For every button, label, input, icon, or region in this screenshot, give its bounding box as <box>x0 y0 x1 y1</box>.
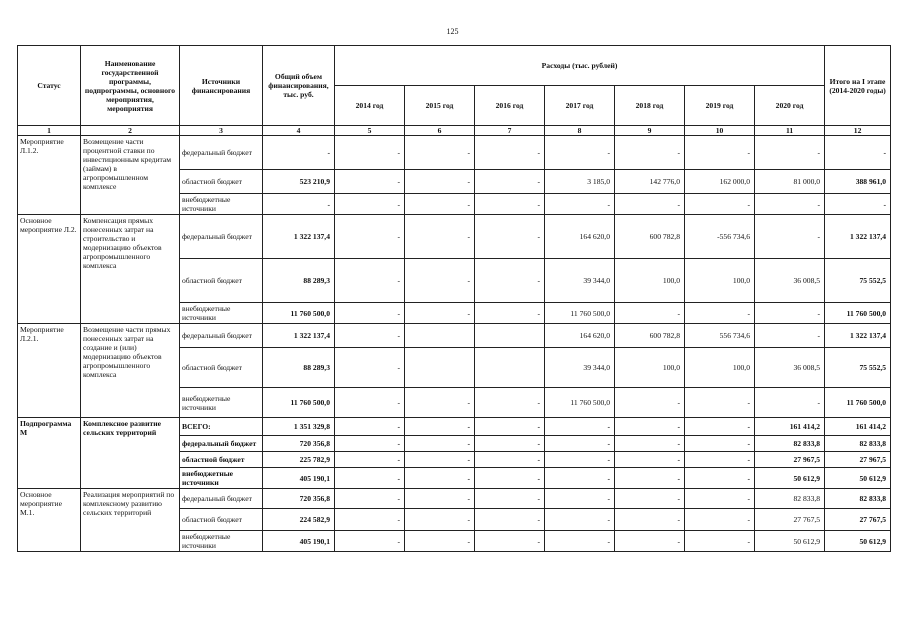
name-cell: Компенсация прямых понесенных затрат на строительство и модернизацию объектов агропромышленного комплекса <box>81 215 180 324</box>
year-value-cell: - <box>335 452 405 468</box>
table-row <box>18 324 891 348</box>
year-value-cell: - <box>545 452 615 468</box>
year-value-cell: - <box>335 136 405 170</box>
total-cell: 405 190,1 <box>263 468 335 489</box>
year-value-cell: 161 414,2 <box>755 418 825 436</box>
itogo-cell: 1 322 137,4 <box>825 324 891 348</box>
header-year: 2018 год <box>615 86 685 126</box>
status-cell: Основное мероприятие Л.2. <box>18 215 81 324</box>
year-value-cell: - <box>335 170 405 194</box>
total-cell: 11 760 500,0 <box>263 303 335 324</box>
name-cell: Реализация мероприятий по комплексному развитию сельских территорий <box>81 489 180 552</box>
year-value-cell: - <box>475 468 545 489</box>
name-cell: Комплексное развитие сельских территорий <box>81 418 180 489</box>
year-value-cell: - <box>475 388 545 418</box>
year-value-cell: - <box>615 194 685 215</box>
source-cell: внебюджетные источники <box>180 468 263 489</box>
year-value-cell: 11 760 500,0 <box>545 303 615 324</box>
year-value-cell: - <box>615 303 685 324</box>
year-value-cell: - <box>405 418 475 436</box>
page-number: 125 <box>446 27 459 36</box>
itogo-cell: 27 967,5 <box>825 452 891 468</box>
year-value-cell: 50 612,9 <box>755 531 825 552</box>
year-value-cell <box>405 324 475 348</box>
year-value-cell: 100,0 <box>615 259 685 303</box>
source-cell: областной бюджет <box>180 452 263 468</box>
year-value-cell: - <box>475 194 545 215</box>
total-cell: 523 210,9 <box>263 170 335 194</box>
source-cell: ВСЕГО: <box>180 418 263 436</box>
total-cell: 11 760 500,0 <box>263 388 335 418</box>
year-value-cell <box>475 324 545 348</box>
year-value-cell: - <box>615 436 685 452</box>
year-value-cell: - <box>685 136 755 170</box>
year-value-cell: - <box>755 303 825 324</box>
source-cell: внебюджетные источники <box>180 303 263 324</box>
status-cell: Основное мероприятие М.1. <box>18 489 81 552</box>
source-cell: областной бюджет <box>180 259 263 303</box>
column-index: 8 <box>545 126 615 136</box>
name-cell: Возмещение части прямых понесенных затрат на создание и (или) модернизацию объектов агропромышленного комплекса <box>81 324 180 418</box>
header-year: 2014 год <box>335 86 405 126</box>
year-value-cell: - <box>405 259 475 303</box>
year-value-cell: - <box>615 136 685 170</box>
total-cell: 88 289,3 <box>263 259 335 303</box>
year-value-cell: 27 767,5 <box>755 509 825 531</box>
year-value-cell: - <box>405 194 475 215</box>
year-value-cell: - <box>335 303 405 324</box>
year-value-cell: - <box>685 489 755 509</box>
year-value-cell: - <box>685 509 755 531</box>
year-value-cell: - <box>335 509 405 531</box>
year-value-cell: - <box>475 170 545 194</box>
name-cell: Возмещение части процентной ставки по инвестиционным кредитам (займам) в агропромышленном комплексе <box>81 136 180 215</box>
year-value-cell: - <box>685 388 755 418</box>
year-value-cell: - <box>545 194 615 215</box>
itogo-cell: 27 767,5 <box>825 509 891 531</box>
year-value-cell: - <box>755 324 825 348</box>
year-value-cell: 39 344,0 <box>545 348 615 388</box>
year-value-cell: 556 734,6 <box>685 324 755 348</box>
year-value-cell: - <box>335 436 405 452</box>
year-value-cell: - <box>475 489 545 509</box>
itogo-cell: 161 414,2 <box>825 418 891 436</box>
source-cell: областной бюджет <box>180 170 263 194</box>
year-value-cell: - <box>755 194 825 215</box>
year-value-cell: 50 612,9 <box>755 468 825 489</box>
year-value-cell: - <box>685 531 755 552</box>
total-cell: 225 782,9 <box>263 452 335 468</box>
year-value-cell: 36 008,5 <box>755 259 825 303</box>
total-cell: 1 322 137,4 <box>263 215 335 259</box>
year-value-cell: - <box>405 215 475 259</box>
year-value-cell: 164 620,0 <box>545 215 615 259</box>
year-value-cell <box>405 348 475 388</box>
status-cell: Подпрограмма М <box>18 418 81 489</box>
itogo-cell: 11 760 500,0 <box>825 388 891 418</box>
year-value-cell: - <box>545 531 615 552</box>
year-value-cell: - <box>615 468 685 489</box>
column-index: 4 <box>263 126 335 136</box>
year-value-cell: - <box>685 452 755 468</box>
year-value-cell: - <box>545 489 615 509</box>
year-value-cell: - <box>335 259 405 303</box>
itogo-cell: 388 961,0 <box>825 170 891 194</box>
year-value-cell: - <box>405 303 475 324</box>
year-value-cell: 3 185,0 <box>545 170 615 194</box>
year-value-cell: - <box>335 388 405 418</box>
year-value-cell: 600 782,8 <box>615 215 685 259</box>
total-cell: 1 322 137,4 <box>263 324 335 348</box>
total-cell: 88 289,3 <box>263 348 335 388</box>
source-cell: областной бюджет <box>180 348 263 388</box>
column-index: 10 <box>685 126 755 136</box>
source-cell: внебюджетные источники <box>180 194 263 215</box>
header-year: 2016 год <box>475 86 545 126</box>
itogo-cell: 82 833,8 <box>825 489 891 509</box>
year-value-cell: 100,0 <box>685 259 755 303</box>
table-row <box>18 215 891 259</box>
column-index: 11 <box>755 126 825 136</box>
total-cell: 1 351 329,8 <box>263 418 335 436</box>
year-value-cell: 27 967,5 <box>755 452 825 468</box>
source-cell: федеральный бюджет <box>180 215 263 259</box>
column-index: 7 <box>475 126 545 136</box>
year-value-cell: - <box>335 348 405 388</box>
year-value-cell: - <box>545 468 615 489</box>
year-value-cell: - <box>405 468 475 489</box>
year-value-cell: 11 760 500,0 <box>545 388 615 418</box>
source-cell: областной бюджет <box>180 509 263 531</box>
status-cell: Мероприятие Л.2.1. <box>18 324 81 418</box>
year-value-cell: 600 782,8 <box>615 324 685 348</box>
year-value-cell: - <box>615 418 685 436</box>
year-value-cell: - <box>475 531 545 552</box>
year-value-cell: - <box>475 215 545 259</box>
year-value-cell: - <box>615 489 685 509</box>
year-value-cell: 39 344,0 <box>545 259 615 303</box>
header-itogo: Итого на I этапе (2014-2020 годы) <box>825 46 891 126</box>
column-index: 2 <box>81 126 180 136</box>
year-value-cell: - <box>475 418 545 436</box>
year-value-cell: - <box>335 324 405 348</box>
header-status: Статус <box>18 46 81 126</box>
header-name: Наименование государственной программы, подпрограммы, основного мероприятия, мероприятия <box>81 46 180 126</box>
header-year: 2015 год <box>405 86 475 126</box>
header-year: 2017 год <box>545 86 615 126</box>
year-value-cell: - <box>405 531 475 552</box>
itogo-cell: 75 552,5 <box>825 348 891 388</box>
source-cell: федеральный бюджет <box>180 136 263 170</box>
column-index: 9 <box>615 126 685 136</box>
year-value-cell: - <box>335 418 405 436</box>
year-value-cell: - <box>685 303 755 324</box>
source-cell: федеральный бюджет <box>180 324 263 348</box>
year-value-cell: - <box>545 509 615 531</box>
total-cell: - <box>263 194 335 215</box>
year-value-cell: - <box>405 452 475 468</box>
year-value-cell: - <box>475 509 545 531</box>
source-cell: федеральный бюджет <box>180 436 263 452</box>
year-value-cell: - <box>475 452 545 468</box>
year-value-cell: 142 776,0 <box>615 170 685 194</box>
year-value-cell: 100,0 <box>685 348 755 388</box>
year-value-cell: - <box>405 136 475 170</box>
header-year: 2020 год <box>755 86 825 126</box>
year-value-cell: 164 620,0 <box>545 324 615 348</box>
column-index: 6 <box>405 126 475 136</box>
total-cell: - <box>263 136 335 170</box>
year-value-cell <box>475 348 545 388</box>
year-value-cell: - <box>475 436 545 452</box>
table-row <box>18 418 891 436</box>
year-value-cell: 82 833,8 <box>755 436 825 452</box>
header-year: 2019 год <box>685 86 755 126</box>
year-value-cell: 81 000,0 <box>755 170 825 194</box>
status-cell: Мероприятие Л.1.2. <box>18 136 81 215</box>
itogo-cell: - <box>825 194 891 215</box>
year-value-cell: - <box>335 468 405 489</box>
column-index: 12 <box>825 126 891 136</box>
year-value-cell: - <box>755 388 825 418</box>
itogo-cell: 50 612,9 <box>825 531 891 552</box>
year-value-cell: 82 833,8 <box>755 489 825 509</box>
year-value-cell: - <box>475 136 545 170</box>
year-value-cell: 36 008,5 <box>755 348 825 388</box>
year-value-cell: - <box>475 303 545 324</box>
year-value-cell: - <box>755 215 825 259</box>
year-value-cell: 100,0 <box>615 348 685 388</box>
total-cell: 405 190,1 <box>263 531 335 552</box>
year-value-cell: - <box>545 418 615 436</box>
source-cell: федеральный бюджет <box>180 489 263 509</box>
header-expenses: Расходы (тыс. рублей) <box>335 46 825 86</box>
year-value-cell: - <box>755 136 825 170</box>
year-value-cell: - <box>685 468 755 489</box>
itogo-cell: 1 322 137,4 <box>825 215 891 259</box>
itogo-cell: - <box>825 136 891 170</box>
year-value-cell: - <box>405 170 475 194</box>
itogo-cell: 50 612,9 <box>825 468 891 489</box>
year-value-cell: - <box>475 259 545 303</box>
year-value-cell: - <box>335 489 405 509</box>
table-row <box>18 136 891 170</box>
column-index: 1 <box>18 126 81 136</box>
header-sources: Источники финансирования <box>180 46 263 126</box>
year-value-cell: - <box>335 215 405 259</box>
total-cell: 720 356,8 <box>263 436 335 452</box>
year-value-cell: - <box>335 531 405 552</box>
year-value-cell: - <box>685 194 755 215</box>
year-value-cell: 162 000,0 <box>685 170 755 194</box>
source-cell: внебюджетные источники <box>180 531 263 552</box>
year-value-cell: - <box>615 388 685 418</box>
column-index: 5 <box>335 126 405 136</box>
year-value-cell: - <box>545 136 615 170</box>
table-row <box>18 489 891 509</box>
itogo-cell: 75 552,5 <box>825 259 891 303</box>
year-value-cell: - <box>405 436 475 452</box>
total-cell: 720 356,8 <box>263 489 335 509</box>
year-value-cell: - <box>615 452 685 468</box>
year-value-cell: - <box>685 418 755 436</box>
year-value-cell: - <box>405 489 475 509</box>
itogo-cell: 82 833,8 <box>825 436 891 452</box>
year-value-cell: - <box>685 436 755 452</box>
year-value-cell: - <box>615 509 685 531</box>
year-value-cell: - <box>615 531 685 552</box>
year-value-cell: - <box>405 388 475 418</box>
year-value-cell: -556 734,6 <box>685 215 755 259</box>
header-total: Общий объем финансирования, тыс. руб. <box>263 46 335 126</box>
financing-table <box>17 45 891 552</box>
source-cell: внебюджетные источники <box>180 388 263 418</box>
year-value-cell: - <box>405 509 475 531</box>
year-value-cell: - <box>545 436 615 452</box>
itogo-cell: 11 760 500,0 <box>825 303 891 324</box>
column-index: 3 <box>180 126 263 136</box>
year-value-cell: - <box>335 194 405 215</box>
total-cell: 224 582,9 <box>263 509 335 531</box>
